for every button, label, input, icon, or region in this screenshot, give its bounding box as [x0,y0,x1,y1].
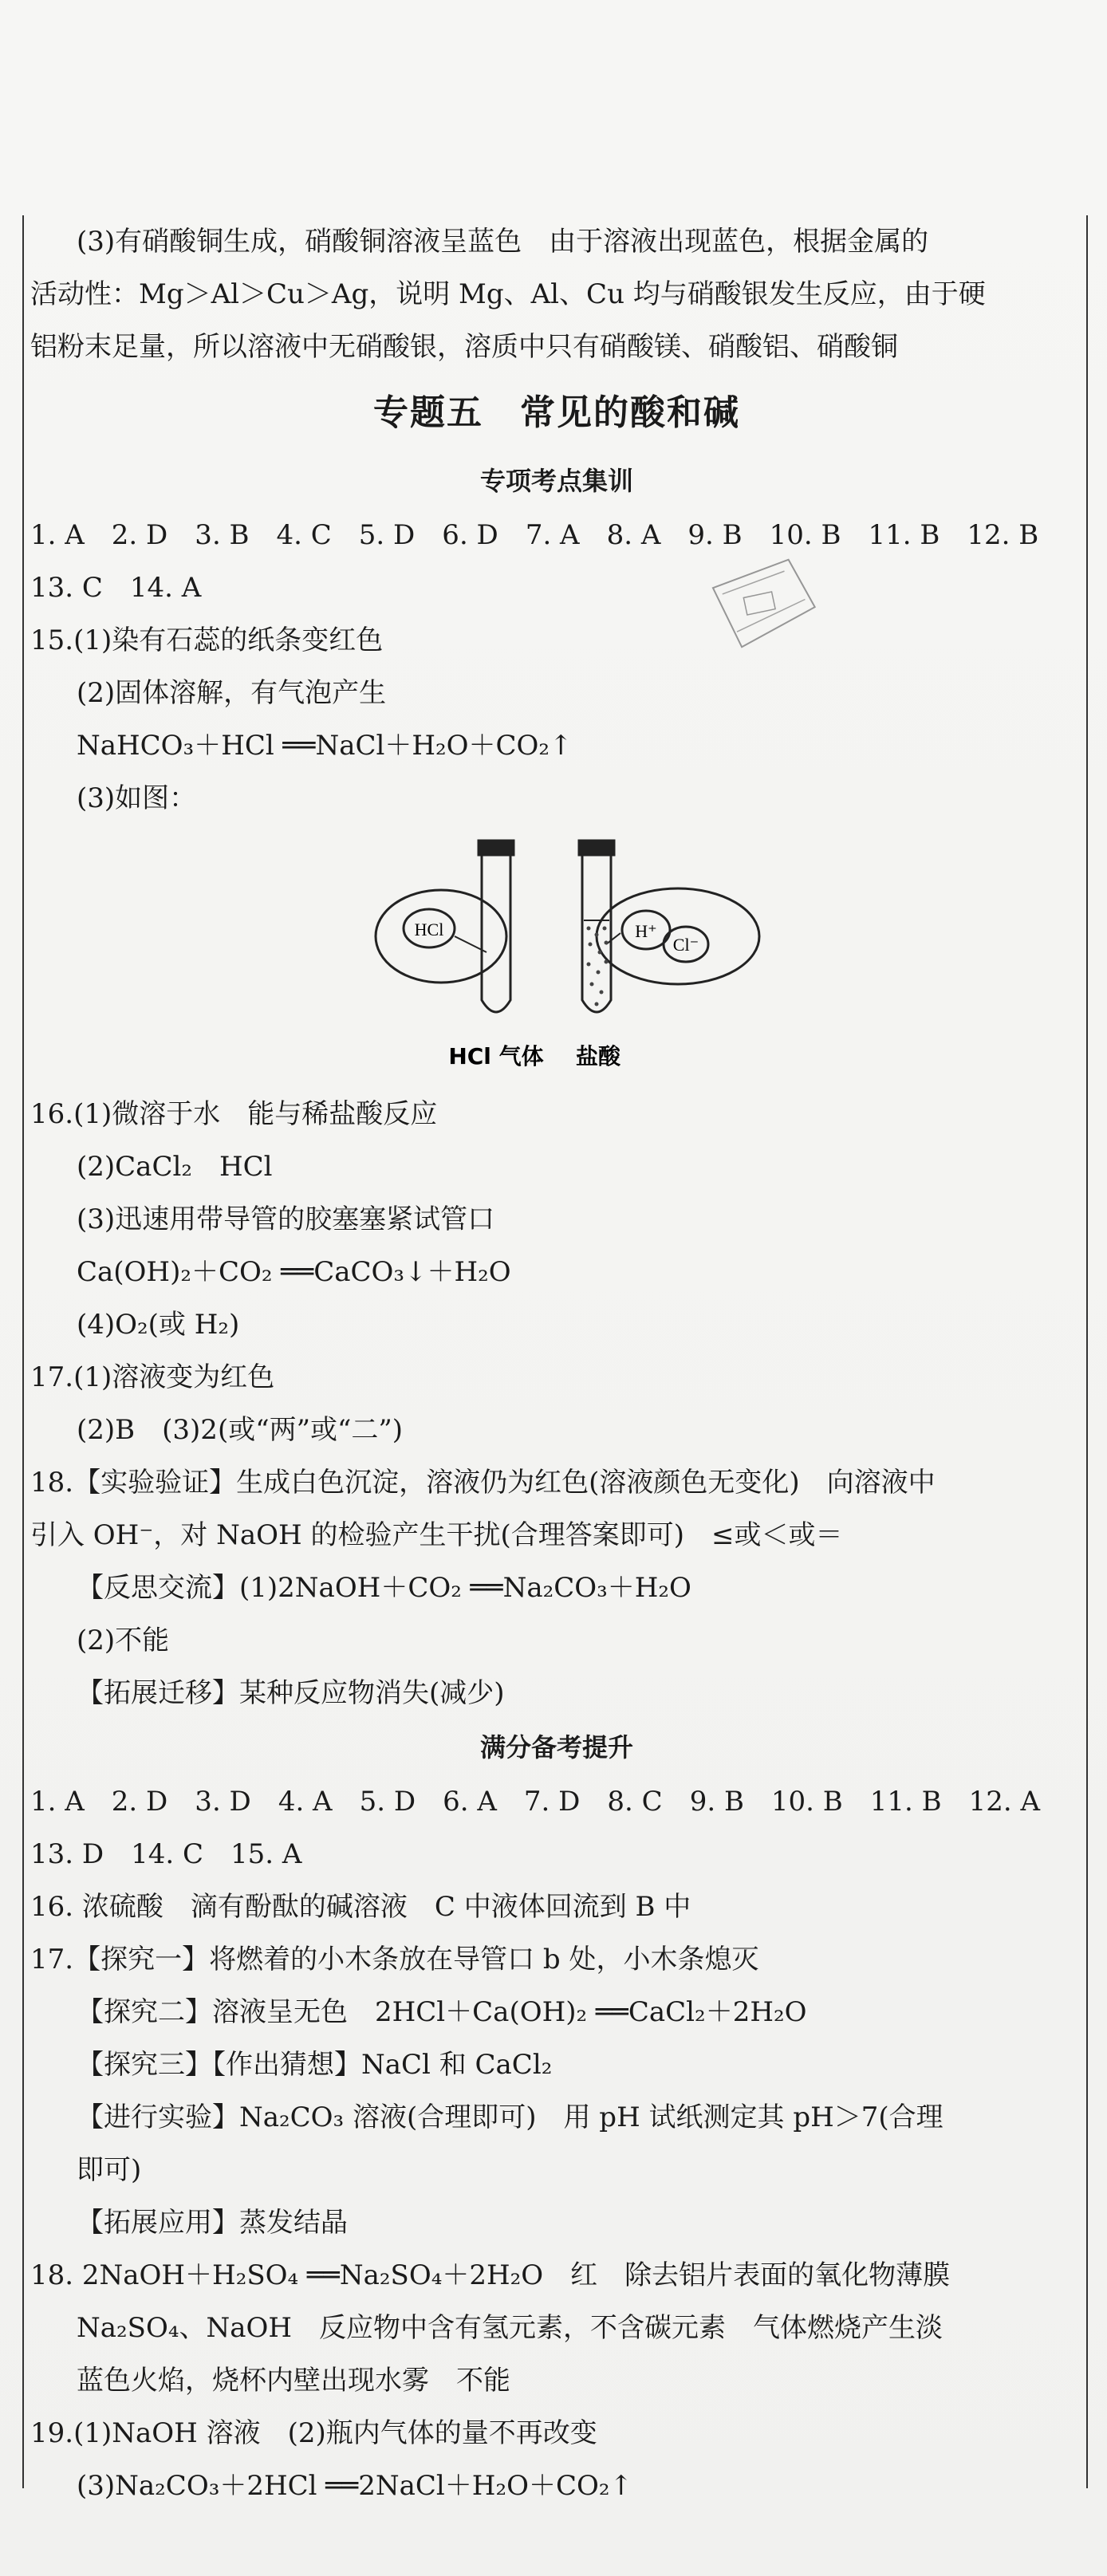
answer-line: Na₂SO₄、NaOH 反应物中含有氢元素，不含碳元素 气体燃烧产生淡 [77,2312,943,2344]
answer-line: 1. A 2. D 3. D 4. A 5. D 6. A 7. D 8. C 9. B 10. B 11. B 12. A [30,1786,1041,1818]
answer-line: (3)Na₂CO₃＋2HCl ══2NaCl＋H₂O＋CO₂↑ [77,2470,632,2502]
answer-line: 18. 2NaOH＋H₂SO₄ ══Na₂SO₄＋2H₂O 红 除去铝片表面的氧化物薄膜 [30,2259,951,2291]
answer-content [30,215,1083,2512]
answer-line: 铝粉末足量，所以溶液中无硝酸银，溶质中只有硝酸镁、硝酸铝、硝酸铜 [30,331,898,363]
left-margin-rule [22,215,24,2488]
hcl-molecule-label: HCl [414,920,444,939]
answer-line: (2)不能 [77,1625,170,1656]
answer-line: 17.【探究一】将燃着的小木条放在导管口 b 处，小木条熄灭 [30,1944,759,1975]
answer-line: 15.(1)染有石蕊的纸条变红色 [30,624,384,656]
answer-line: Ca(OH)₂＋CO₂ ══CaCO₃↓＋H₂O [77,1256,511,1288]
answer-line: (2)固体溶解，有气泡产生 [77,677,387,709]
answer-line: (3)有硝酸铜生成，硝酸铜溶液呈蓝色 由于溶液出现蓝色，根据金属的 [77,226,929,258]
h-ion-label: H⁺ [635,921,657,941]
hcl-gas-label: HCl 气体 [448,1043,544,1069]
cl-ion-label: Cl⁻ [672,935,699,955]
test-tube-figure [30,825,1083,1088]
answer-line: 18.【实验验证】生成白色沉淀，溶液仍为红色(溶液颜色无变化) 向溶液中 [30,1467,936,1499]
answer-line: 【探究二】溶液呈无色 2HCl＋Ca(OH)₂ ══CaCl₂＋2H₂O [77,1996,807,2028]
answer-line: 【反思交流】(1)2NaOH＋CO₂ ══Na₂CO₃＋H₂O [77,1572,691,1604]
answer-line: 19.(1)NaOH 溶液 (2)瓶内气体的量不再改变 [30,2417,597,2449]
answer-line: 16.(1)微溶于水 能与稀盐酸反应 [30,1098,438,1130]
answer-line: 1. A 2. D 3. B 4. C 5. D 6. D 7. A 8. A 9. B 10. B 11. B 12. B [30,519,1039,551]
hydrochloric-acid-label: 盐酸 [575,1043,621,1069]
answer-line: 【拓展应用】蒸发结晶 [77,2207,348,2239]
answer-line: 【探究三】【作出猜想】NaCl 和 CaCl₂ [77,2049,553,2081]
section-title: 专题五 常见的酸和碱 [373,392,740,433]
answer-line: (3)迅速用带导管的胶塞塞紧试管口 [77,1203,495,1235]
answer-line: NaHCO₃＋HCl ══NaCl＋H₂O＋CO₂↑ [77,730,573,762]
answer-line: 活动性：Mg＞Al＞Cu＞Ag，说明 Mg、Al、Cu 均与硝酸银发生反应，由于硬 [30,278,986,310]
subsection-title: 专项考点集训 [479,466,633,496]
answer-line: 即可) [77,2154,142,2186]
right-margin-rule [1086,215,1088,2488]
answer-line: (3)如图： [77,782,197,814]
answer-line: (2)CaCl₂ HCl [77,1151,273,1183]
answer-line: (2)B (3)2(或“两”或“二”) [77,1414,403,1446]
answer-line: 【进行实验】Na₂CO₃ 溶液(合理即可) 用 pH 试纸测定其 pH＞7(合理 [77,2101,944,2133]
answer-line: (4)O₂(或 H₂) [77,1309,240,1341]
answer-line: 13. C 14. A [30,572,202,604]
answer-line: 13. D 14. C 15. A [30,1838,302,1870]
answer-line: 17.(1)溶液变为红色 [30,1361,275,1393]
answer-line: 蓝色火焰，烧杯内壁出现水雾 不能 [77,2365,510,2397]
answer-line: 引入 OH⁻，对 NaOH 的检验产生干扰(合理答案即可) ≤或＜或＝ [30,1519,843,1551]
test-tube-diagram [30,825,1083,1088]
answer-line: 【拓展迁移】某种反应物消失(减少) [77,1677,505,1709]
subsection-title: 满分备考提升 [479,1732,633,1763]
answer-line: 16. 浓硫酸 滴有酚酞的碱溶液 C 中液体回流到 B 中 [30,1891,691,1923]
